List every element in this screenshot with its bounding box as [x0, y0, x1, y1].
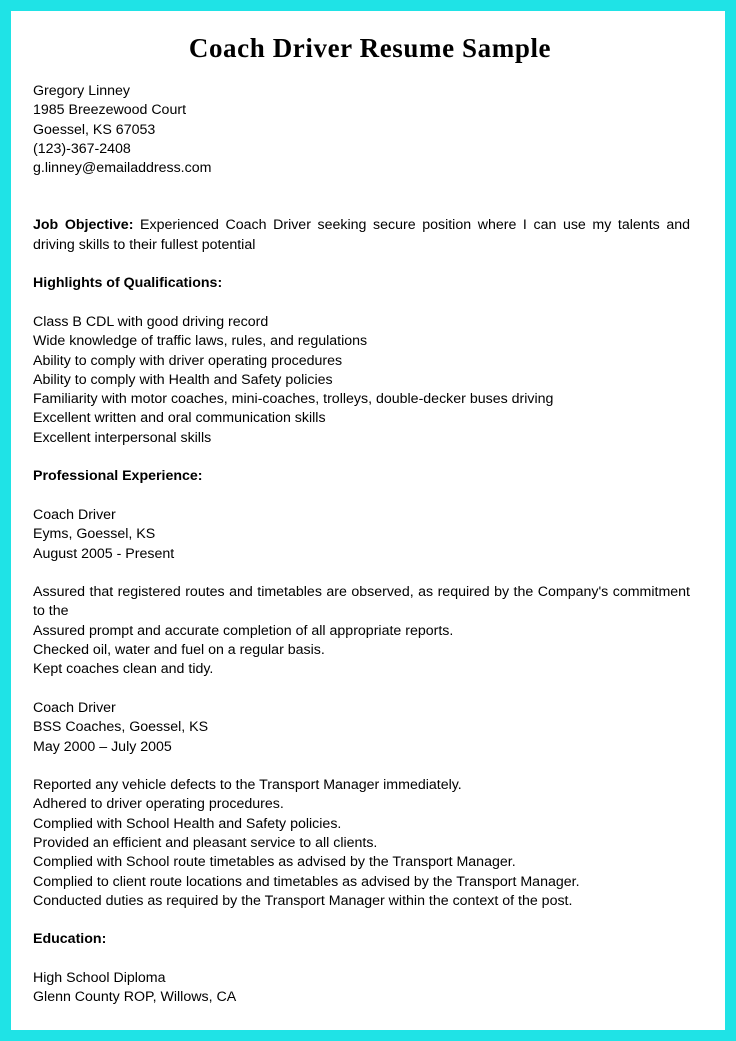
job-duty: Kept coaches clean and tidy. [33, 661, 214, 678]
education-degree: High School Diploma [33, 970, 166, 987]
job-duty: Conducted duties as required by the Transport Manager within the context of the post. [33, 892, 573, 909]
list-item: Ability to comply with Health and Safety policies [33, 371, 333, 388]
experience-heading: Professional Experience: [33, 468, 203, 485]
job-duty: Complied with School Health and Safety policies. [33, 815, 342, 832]
resume-document [22, 24, 690, 1008]
education-block [22, 969, 690, 1008]
job-objective-text: Experienced Coach Driver seeking secure position where I can use my talents and driving skills to their fullest potential [33, 217, 690, 253]
page-title: Coach Driver Resume Sample [188, 33, 552, 63]
job-title: Coach Driver [33, 506, 116, 523]
contact-city: Goessel, KS 67053 [33, 121, 156, 138]
job-duty: Checked oil, water and fuel on a regular basis. [33, 642, 325, 659]
job-duty: Complied with School route timetables as advised by the Transport Manager. [33, 854, 516, 871]
contact-block [22, 82, 690, 178]
list-item: Class B CDL with good driving record [33, 313, 269, 330]
job-company: BSS Coaches, Goessel, KS [33, 719, 209, 736]
list-item: Excellent interpersonal skills [33, 429, 212, 446]
job-duty: Assured that registered routes and timetables are observed, as required by the Company's commitment to the [33, 584, 690, 620]
job-entry-1 [22, 506, 690, 680]
job-title: Coach Driver [33, 699, 116, 716]
list-item: Ability to comply with driver operating procedures [33, 352, 343, 369]
list-item: Excellent written and oral communication skills [33, 410, 326, 427]
job-company: Eyms, Goessel, KS [33, 526, 156, 543]
job-objective-label: Job Objective: [33, 217, 134, 234]
contact-email: g.linney@emailaddress.com [33, 160, 212, 177]
job-duty: Assured prompt and accurate completion of all appropriate reports. [33, 622, 454, 639]
job-duty: Reported any vehicle defects to the Transport Manager immediately. [33, 777, 462, 794]
list-item: Wide knowledge of traffic laws, rules, and regulations [33, 333, 368, 350]
qualifications-list [22, 313, 690, 448]
contact-street: 1985 Breezewood Court [33, 102, 187, 119]
education-school: Glenn County ROP, Willows, CA [33, 989, 237, 1006]
job-objective [22, 216, 690, 255]
job-dates: August 2005 - Present [33, 545, 175, 562]
job-entry-2 [22, 699, 690, 911]
job-duty: Complied to client route locations and timetables as advised by the Transport Manager. [33, 873, 580, 890]
contact-phone: (123)-367-2408 [33, 140, 131, 157]
contact-name: Gregory Linney [33, 83, 130, 99]
job-duty: Provided an efficient and pleasant service to all clients. [33, 834, 378, 851]
list-item: Familiarity with motor coaches, mini-coaches, trolleys, double-decker buses driving [33, 391, 554, 408]
job-dates: May 2000 – July 2005 [33, 738, 172, 755]
education-heading: Education: [33, 931, 107, 948]
qualifications-heading: Highlights of Qualifications: [33, 275, 223, 292]
job-duty: Adhered to driver operating procedures. [33, 796, 284, 813]
